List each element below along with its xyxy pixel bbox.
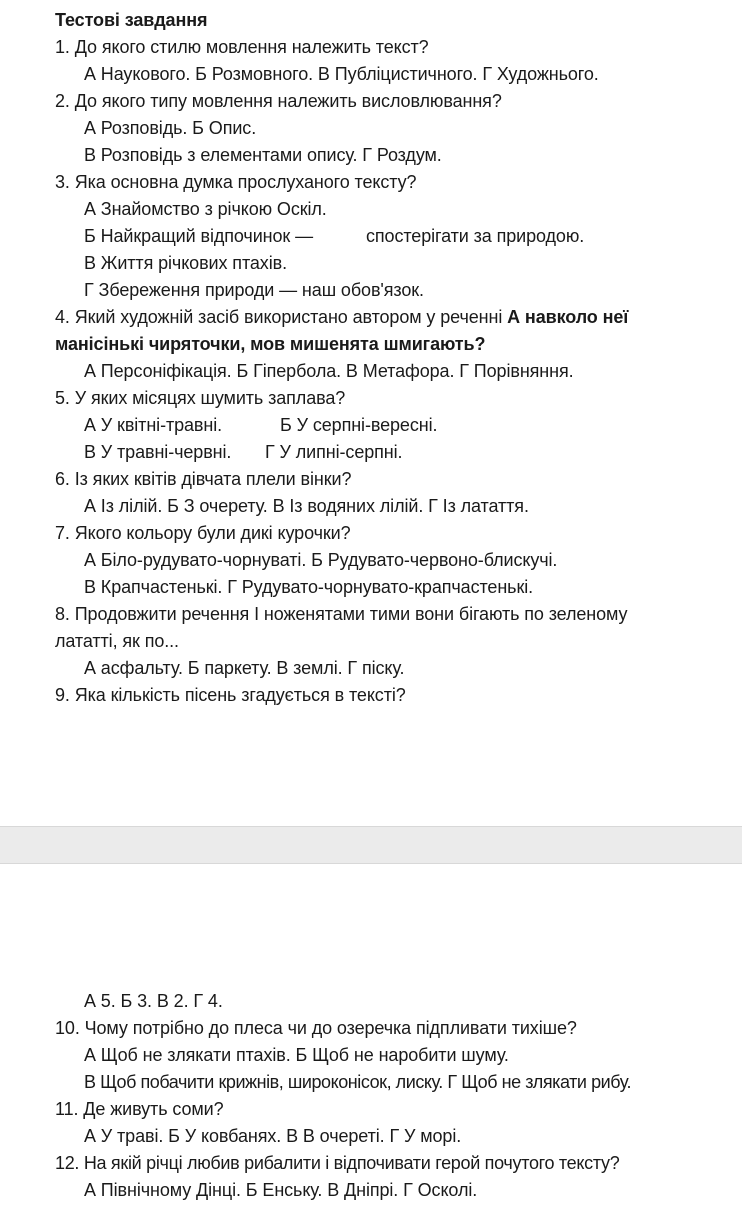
answer-5-b: Б У серпні-вересні. [280,415,438,435]
question-5: 5. У яких місяцях шумить заплава? [55,388,346,408]
question-4 [55,306,628,328]
answer-6: А Із лілій. Б З очерету. В Із водяних лілій. Г Із латаття. [84,496,529,516]
question-3: 3. Яка основна думка прослуханого тексту? [55,172,417,192]
answer-3-line-1: А Знайомство з річкою Оскіл. [84,199,327,219]
question-7: 7. Якого кольору були дикі курочки? [55,523,351,543]
answer-4: А Персоніфікація. Б Гіпербола. В Метафора. Г Порівняння. [84,361,574,381]
answer-7-line-1: А Біло-рудувато-чорнуваті. Б Рудувато-червоно-блискучі. [84,550,558,570]
answer-10-line-2: В Щоб побачити крижнів, широконісок, лиску. Г Щоб не злякати рибу. [84,1072,632,1092]
answer-5-d: Г У липні-серпні. [265,442,403,462]
question-11: 11. Де живуть соми? [55,1099,224,1119]
answer-3-line-2b: спостерігати за природою. [366,226,585,246]
answer-7-line-2: В Крапчастенькі. Г Рудувато-чорнувато-крапчастенькі. [84,577,534,597]
question-6: 6. Із яких квітів дівчата плели вінки? [55,469,352,489]
question-12: 12. На якій річці любив рибалити і відпочивати герой почутого тексту? [55,1153,620,1173]
answer-12: А Північному Дінці. Б Енську. В Дніпрі. Г Осколі. [84,1180,478,1200]
answer-5-c: В У травні-червні. [84,442,232,462]
question-9: 9. Яка кількість пісень згадується в тексті? [55,685,406,705]
question-10: 10. Чому потрібно до плеса чи до озеречка підпливати тихіше? [55,1018,577,1038]
answer-11: А У траві. Б У ковбанях. В В очереті. Г У морі. [84,1126,462,1146]
answer-2-line-2: В Розповідь з елементами опису. Г Роздум. [84,145,442,165]
answer-9: А 5. Б 3. В 2. Г 4. [84,991,223,1011]
page-2 [0,864,742,1216]
answer-3-line-4: Г Збереження природи — наш обов'язок. [84,280,424,300]
answer-5-a: А У квітні-травні. [84,415,223,435]
question-4-text: 4. Який художній засіб використано автором у реченні [55,307,508,327]
question-8-line-1: 8. Продовжити речення І ноженятами тими вони бігають по зеленому [55,604,628,624]
answer-3-line-3: В Життя річкових птахів. [84,253,287,273]
answer-3-line-2a: Б Найкращий відпочинок — [84,226,313,246]
question-1: 1. До якого стилю мовлення належить текст? [55,37,429,57]
question-8-line-2: лататті, як по... [55,631,179,651]
question-4-quote-part-1: А навколо неї [507,307,629,327]
answer-10-line-1: А Щоб не злякати птахів. Б Щоб не наробити шуму. [84,1045,509,1065]
answer-2-line-1: А Розповідь. Б Опис. [84,118,257,138]
question-4-quote-part-2: манісінькі чиряточки, мов мишенята шмигають? [55,334,486,354]
page-separator [0,826,742,864]
answer-1: А Наукового. Б Розмовного. В Публіцистичного. Г Художнього. [84,64,599,84]
question-2: 2. До якого типу мовлення належить висловлювання? [55,91,502,111]
page-title: Тестові завдання [55,10,208,30]
answer-8: А асфальту. Б паркету. В землі. Г піску. [84,658,405,678]
